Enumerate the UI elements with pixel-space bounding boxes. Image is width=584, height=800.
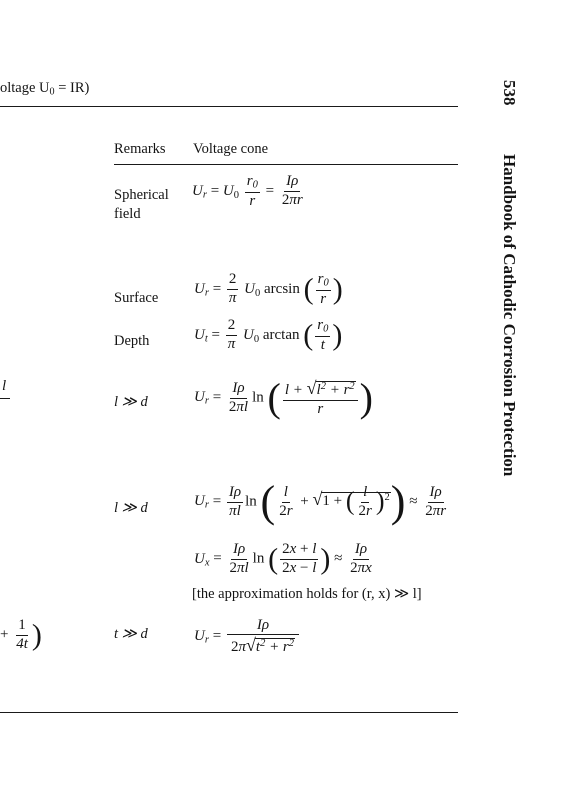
cutoff-fraction-bar: [0, 398, 10, 399]
column-header-remarks: Remarks: [114, 141, 166, 157]
table-caption-fragment: [0, 80, 89, 98]
header-rule: [114, 164, 458, 165]
cutoff-fragment-plus-fraction: + $\frac{1}{4t}$ ): [0, 617, 42, 652]
remark-surface: Surface: [114, 290, 159, 306]
formula-horizontal-conductor: $U_r$ = $\frac{I\rho}{\pi l}$ ln ( $\frac{l}{2r}$ + √1 + ( $\frac{l}{2r}$ )$^2$) ≈ $\frac{I\rho}{2\pi r}$: [194, 477, 447, 526]
caption-subscript: 0: [49, 86, 55, 98]
remark-spherical-field: [114, 186, 169, 224]
caption-equation: = IR): [54, 80, 90, 96]
running-title: Handbook of Cathodic Corrosion Protection: [500, 154, 519, 477]
remark-line: field: [114, 206, 141, 222]
page-number: 538: [500, 80, 519, 106]
cutoff-plus: +: [0, 626, 9, 643]
formula-depth: $U_t$ = $\frac{2}{\pi}$ $U_0$ arctan ( $\frac{r_0}{t}$ ): [194, 317, 343, 353]
formula-horizontal-x: $U_x$ = $\frac{I\rho}{2\pi l}$ ln ( $\frac{2x + l}{2x - l}$ ) ≈ $\frac{I\rho}{2\pi x}$: [194, 541, 372, 576]
bottom-rule: [0, 712, 458, 713]
top-rule: [0, 106, 458, 107]
caption-text: oltage U: [0, 80, 50, 96]
cutoff-denominator: 4t: [16, 635, 28, 652]
cutoff-fragment-l: l: [2, 378, 7, 394]
remark-line: Spherical: [114, 187, 169, 203]
formula-deep-anode: $U_r$ = $\frac{I\rho}{2\pi√t^2 + r^2}$: [194, 618, 301, 656]
formula-surface: $U_r$ = $\frac{2}{\pi}$ $U_0$ arcsin ( $\frac{r_0}{r}$ ): [194, 271, 343, 307]
cutoff-numerator: 1: [16, 618, 28, 636]
formula-spherical: $U_r = U_0$ $\frac{r_0}{r}$ = $\frac{I\rho}{2\pi r}$: [192, 173, 303, 209]
remark-l-much-greater-d: l ≫ d: [114, 394, 148, 410]
approximation-note: [the approximation holds for (r, x) ≫ l]: [192, 586, 422, 602]
formula-vertical-rod: $U_r$ = $\frac{I\rho}{2\pi l}$ ln ( $\frac{l + √l^2 + r^2}{r}$ ): [194, 375, 373, 420]
column-header-voltage-cone: Voltage cone: [193, 141, 269, 157]
remark-t-much-greater-d: t ≫ d: [114, 626, 148, 642]
remark-l-much-greater-d: l ≫ d: [114, 500, 148, 516]
remark-depth: Depth: [114, 333, 150, 349]
